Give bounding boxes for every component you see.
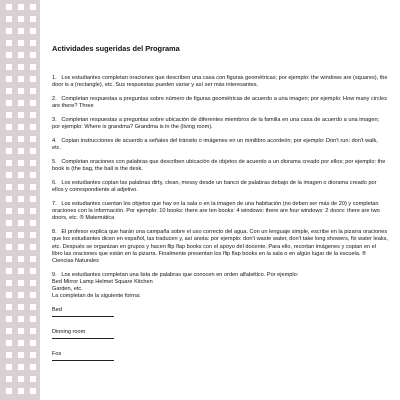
strip-square (30, 352, 36, 358)
strip-square (30, 52, 36, 58)
word-field-label: Bed (52, 307, 62, 314)
strip-square (18, 172, 24, 178)
strip-square (30, 160, 36, 166)
strip-square (6, 268, 12, 274)
strip-square (6, 256, 12, 262)
strip-square (18, 4, 24, 10)
strip-square (30, 64, 36, 70)
word-field-line (52, 358, 114, 361)
word-field-line (52, 336, 114, 339)
strip-square (30, 148, 36, 154)
strip-square (18, 268, 24, 274)
strip-square (18, 280, 24, 286)
strip-square (18, 244, 24, 250)
activity-item: 7. Los estudiantes cuentan los objetos que hay en la sala o en la imagen de una habitación (no deben ser más de 20) y completan oraciones con la información. Por ejemplo: 10 books: there are ten books: 4 windows: there are four windows: 2 doors: there are two doors, etc. ® Matemática (52, 201, 382, 222)
strip-square (6, 220, 12, 226)
strip-square (6, 52, 12, 58)
strip-square (30, 256, 36, 262)
strip-square (30, 196, 36, 202)
strip-square (6, 100, 12, 106)
activity-item: 8. El profesor explica que harán una campaña sobre el uso correcto del agua. Con un lenguaje simple, escribe en la pizarra oraciones que los estudiantes dicen en español, las traducen y, así anota: por ejemplo: don't waste water, don't take long showers, fix water leaks, etc. Después se organizan en grupos y hacen flip flap books con el apoyo del docente. Para ello, recortan imágenes y copian en el libro las oraciones que están en la pizarra. Finalmente presentan los flip flap books en la sala o en algún lugar de la escuela. ® Ciencias Naturales (52, 229, 390, 265)
strip-square (30, 208, 36, 214)
strip-square (6, 196, 12, 202)
strip-square (6, 148, 12, 154)
strip-square (6, 172, 12, 178)
strip-square (18, 52, 24, 58)
strip-square (6, 208, 12, 214)
strip-square (30, 136, 36, 142)
strip-square (30, 220, 36, 226)
strip-square (18, 88, 24, 94)
activity-item: 9. Los estudiantes completan una lista de palabras que conocen en orden alfabético. Por ejemplo: Bed Mirror Lamp Helmet Square Kitchen Garden, etc. La completan de la siguiente forma: (52, 271, 299, 300)
word-list-fields (52, 307, 388, 361)
strip-square (30, 244, 36, 250)
strip-square (30, 388, 36, 394)
strip-square (6, 4, 12, 10)
strip-square (6, 316, 12, 322)
strip-square (18, 124, 24, 130)
strip-square (6, 388, 12, 394)
strip-square (18, 220, 24, 226)
document-page (52, 44, 388, 373)
strip-square (6, 376, 12, 382)
strip-square (30, 232, 36, 238)
strip-square (18, 136, 24, 142)
strip-square (18, 16, 24, 22)
strip-square (6, 352, 12, 358)
strip-square (6, 160, 12, 166)
strip-square (30, 364, 36, 370)
strip-square (18, 196, 24, 202)
strip-square (30, 40, 36, 46)
strip-square (18, 364, 24, 370)
strip-square (6, 280, 12, 286)
strip-square (6, 328, 12, 334)
strip-square (6, 88, 12, 94)
strip-square (6, 16, 12, 22)
strip-square (18, 388, 24, 394)
strip-square (30, 172, 36, 178)
word-field (52, 307, 388, 317)
activity-item: 5. Completan oraciones con palabras que describen ubicación de objetos de acuerdo a un diorama creado por ellos; por ejemplo: the book is (the bag, the ball is the desk. (52, 159, 387, 173)
strip-square (18, 256, 24, 262)
strip-square (30, 16, 36, 22)
strip-square (30, 184, 36, 190)
strip-square (18, 304, 24, 310)
strip-square (18, 376, 24, 382)
strip-square (6, 28, 12, 34)
strip-square (18, 64, 24, 70)
strip-square (18, 340, 24, 346)
strip-square (6, 40, 12, 46)
strip-square (30, 316, 36, 322)
word-field-line (52, 314, 114, 317)
decorative-side-strip (0, 0, 40, 400)
strip-square (18, 148, 24, 154)
strip-square (18, 352, 24, 358)
activity-item: 4. Copian instrucciones de acuerdo a señales del tránsito o imágenes en un minilibro acordeón; por ejemplo: Don't run: don't walk, etc. (52, 138, 380, 152)
strip-square (18, 316, 24, 322)
strip-square (30, 76, 36, 82)
strip-square (30, 280, 36, 286)
strip-square (6, 340, 12, 346)
activity-item: 3. Completan respuestas a preguntas sobre ubicación de diferentes miembros de la familia en una casa de acuerdo a una imagen; por ejemplo: Where is grandma? Grandma is in the (living room). (52, 117, 381, 131)
strip-square (6, 112, 12, 118)
activity-list (52, 75, 388, 301)
strip-square (30, 88, 36, 94)
page-title: Actividades sugeridas del Programa (52, 44, 180, 53)
strip-square (18, 208, 24, 214)
strip-square (18, 100, 24, 106)
strip-square (30, 304, 36, 310)
activity-item: 1. Los estudiantes completan oraciones que describen una casa con figuras geométricas; por ejemplo: the windows are (squares), the door is a (rectangle), etc. Sus respuestas pueden variar y así ser más interesantes. (52, 75, 390, 89)
strip-square (6, 64, 12, 70)
strip-square (30, 340, 36, 346)
strip-square (18, 112, 24, 118)
strip-square (30, 328, 36, 334)
strip-square (6, 136, 12, 142)
strip-square (6, 244, 12, 250)
word-field (52, 351, 388, 361)
strip-square (6, 76, 12, 82)
word-field-label: Fos (52, 351, 62, 358)
strip-square (18, 76, 24, 82)
strip-square (30, 28, 36, 34)
strip-square (6, 232, 12, 238)
strip-square (30, 124, 36, 130)
strip-square (18, 232, 24, 238)
strip-square (6, 184, 12, 190)
strip-square (30, 268, 36, 274)
word-field (52, 329, 388, 339)
strip-square (6, 124, 12, 130)
strip-square (30, 112, 36, 118)
strip-square (18, 160, 24, 166)
strip-square (18, 184, 24, 190)
strip-square (30, 376, 36, 382)
strip-square (18, 328, 24, 334)
strip-square (30, 4, 36, 10)
strip-square (18, 28, 24, 34)
strip-square (6, 292, 12, 298)
strip-square (6, 364, 12, 370)
strip-square (18, 292, 24, 298)
activity-item: 6. Los estudiantes copian las palabras dirty, clean, messy desde un banco de palabras debajo de la imagen o diorama creado por ellos y correspondiente al adjetivo. (52, 180, 379, 194)
strip-square (18, 40, 24, 46)
word-field-label: Dinning room (52, 329, 86, 336)
strip-square (6, 304, 12, 310)
strip-square (30, 100, 36, 106)
activity-item: 2. Completan respuestas a preguntas sobre número de figuras geométricas de acuerdo a una imagen; por ejemplo: How many circles are there? Three (52, 96, 389, 110)
strip-square (30, 292, 36, 298)
